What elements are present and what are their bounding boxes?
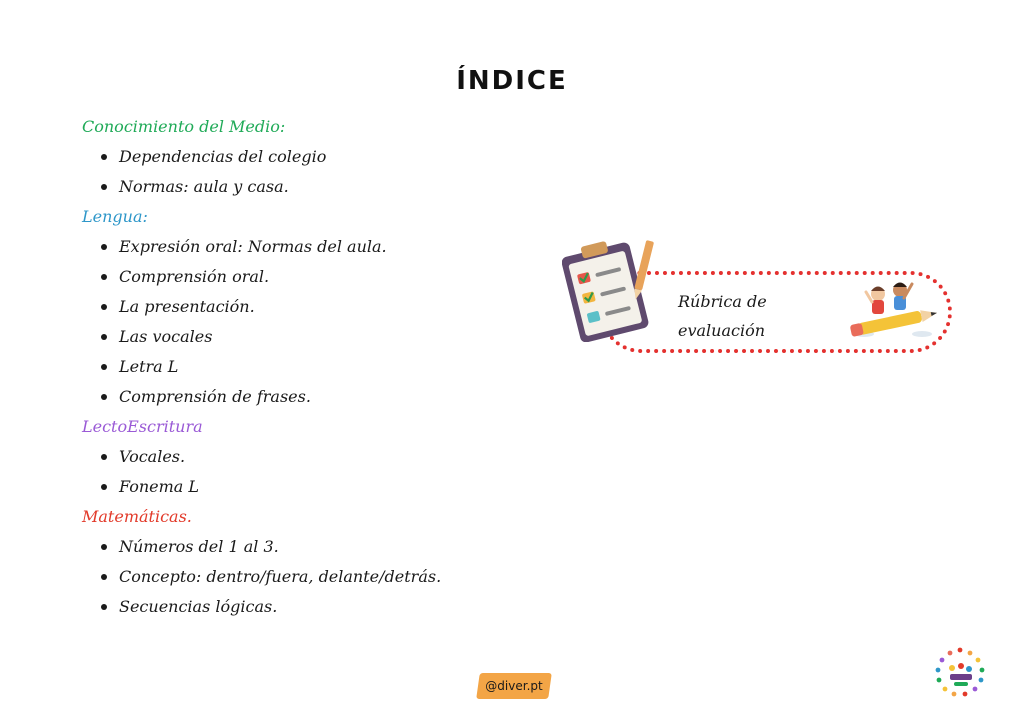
bullet-icon [101,574,107,580]
bullet-icon [101,334,107,340]
list-item: Fonema L [82,472,552,502]
section-heading: Conocimiento del Medio: [82,117,286,136]
bullet-icon [101,544,107,550]
bullet-icon [101,154,107,160]
section-lengua [82,202,552,412]
section-heading: LectoEscritura [82,417,203,436]
list-item: Concepto: dentro/fuera, delante/detrás. [82,562,552,592]
list-item: Comprensión de frases. [82,382,552,412]
bullet-icon [101,364,107,370]
index-list [82,112,552,622]
bullet-icon [101,184,107,190]
list-item: Secuencias lógicas. [82,592,552,622]
list-item: Las vocales [82,322,552,352]
clipboard-checklist-icon [562,234,660,342]
section-lectoescritura [82,412,552,502]
footer-handle: @diver.pt [476,673,552,699]
list-item: Dependencias del colegio [82,142,552,172]
bullet-icon [101,244,107,250]
list-item: Normas: aula y casa. [82,172,552,202]
list-item: Vocales. [82,442,552,472]
bullet-icon [101,274,107,280]
list-item: Letra L [82,352,552,382]
section-heading: Matemáticas. [82,507,192,526]
bullet-icon [101,394,107,400]
list-item: Expresión oral: Normas del aula. [82,232,552,262]
kids-on-pencil-icon [846,278,942,342]
list-item: Comprensión oral. [82,262,552,292]
list-item: La presentación. [82,292,552,322]
diver-logo [934,646,986,698]
section-heading: Lengua: [82,207,148,226]
bullet-icon [101,484,107,490]
bullet-icon [101,454,107,460]
list-item: Números del 1 al 3. [82,532,552,562]
bullet-icon [101,604,107,610]
page-title: ÍNDICE [456,66,568,96]
rubric-label: Rúbrica de evaluación [678,292,767,340]
section-conocimiento-del-medio [82,112,552,202]
section-matematicas [82,502,552,622]
bullet-icon [101,304,107,310]
